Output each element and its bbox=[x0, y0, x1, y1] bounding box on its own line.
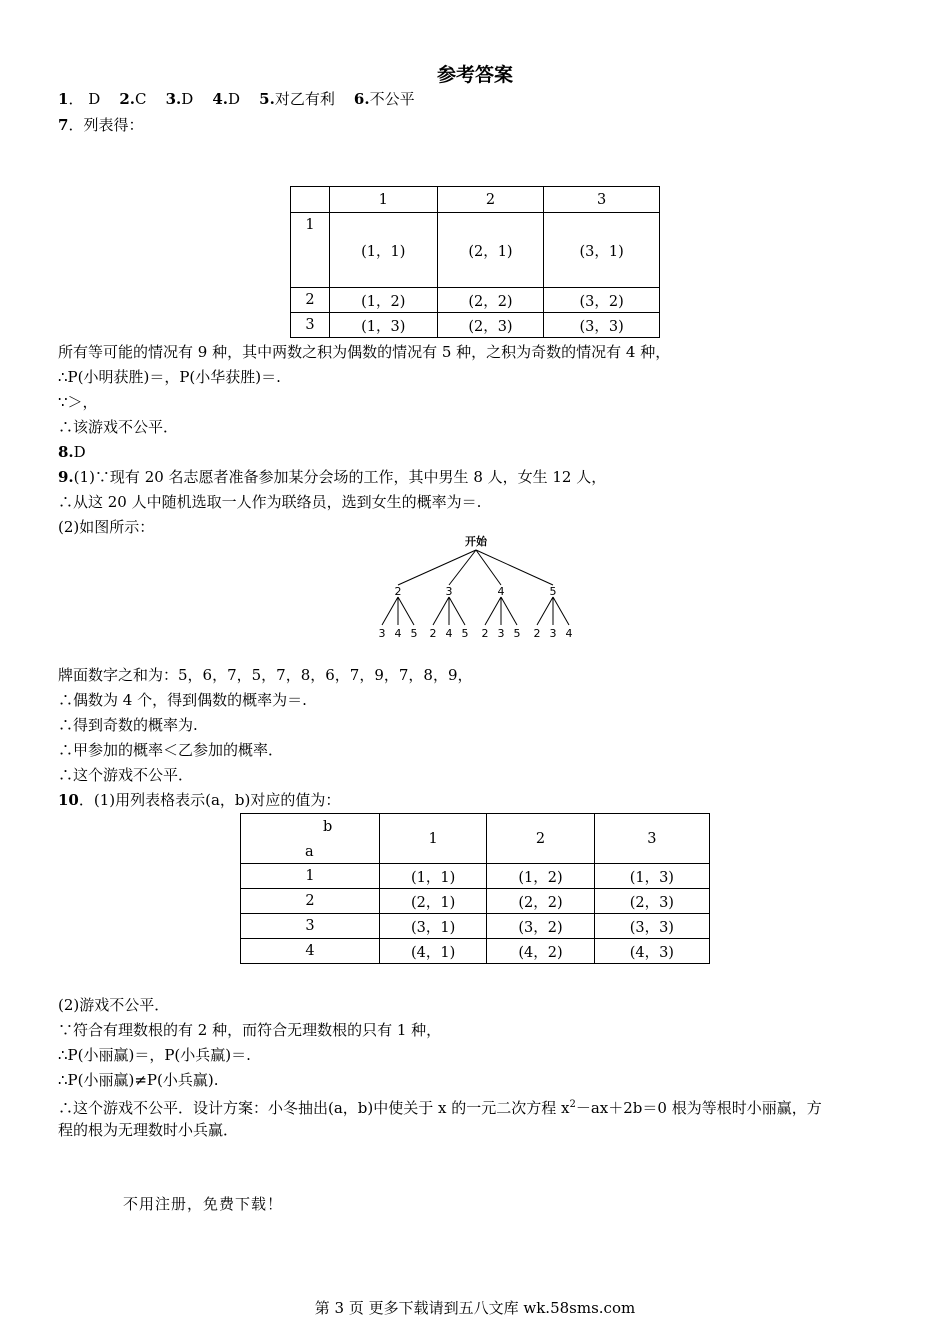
question-number: 7 bbox=[58, 116, 69, 134]
q10-text-part: －ax＋2b＝0 根为等根时小丽赢，方 bbox=[575, 1099, 822, 1117]
table-cell: (3，3) bbox=[594, 914, 709, 939]
table-cell: (1，2) bbox=[487, 864, 594, 889]
table-row-header: 3 bbox=[241, 914, 380, 939]
table-cell: (2，1) bbox=[437, 213, 544, 288]
question-text: ．列表得： bbox=[68, 116, 144, 134]
table-cell: (3，1) bbox=[379, 914, 486, 939]
table-cell: (1，1) bbox=[379, 864, 486, 889]
tree-node-l2: 4 bbox=[445, 627, 453, 640]
q10-line: ∴P(小丽赢)＝，P(小兵赢)＝. bbox=[58, 1046, 251, 1064]
tree-node-l2: 5 bbox=[461, 627, 469, 640]
tree-node-l1: 5 bbox=[549, 585, 557, 598]
q9-line: ∴得到奇数的概率为. bbox=[58, 716, 198, 734]
table-header-cell: 1 bbox=[379, 814, 486, 864]
table-cell: (1，1) bbox=[329, 213, 437, 288]
answer-num: 3. bbox=[165, 90, 182, 108]
table-cell: (2，3) bbox=[437, 313, 544, 338]
tree-node-l2: 2 bbox=[429, 627, 437, 640]
tree-node-l1: 3 bbox=[445, 585, 453, 598]
answer-value: 不公平 bbox=[369, 90, 415, 108]
tree-node-l2: 4 bbox=[394, 627, 402, 640]
answer-value: D bbox=[88, 90, 101, 108]
q9-line: ∴从这 20 人中随机选取一人作为联络员，选到女生的概率为＝. bbox=[58, 493, 482, 511]
tree-node-l2: 4 bbox=[565, 627, 573, 640]
q9-line: ∴甲参加的概率＜乙参加的概率． bbox=[58, 741, 284, 759]
q9-line: ∴这个游戏不公平． bbox=[58, 766, 194, 784]
table-cell: (2，1) bbox=[379, 889, 486, 914]
table-row bbox=[241, 864, 710, 889]
table-cell: (1，2) bbox=[329, 288, 437, 313]
tree-diagram bbox=[360, 533, 590, 643]
table-cell: (4，3) bbox=[594, 939, 709, 964]
corner-label-a: a bbox=[305, 844, 314, 860]
tree-node-l2: 2 bbox=[481, 627, 489, 640]
table-header-cell: 2 bbox=[437, 187, 544, 213]
q10-line: (2)游戏不公平． bbox=[58, 996, 170, 1014]
tree-node-l2: 2 bbox=[533, 627, 541, 640]
corner-label-b: b bbox=[323, 819, 333, 835]
table-cell: (2，3) bbox=[594, 889, 709, 914]
q10-line: ∵符合有理数根的有 2 种，而符合无理数根的只有 1 种， bbox=[58, 1021, 442, 1039]
table-cell: (3，2) bbox=[544, 288, 660, 313]
table-row-header: 4 bbox=[241, 939, 380, 964]
q9-line: (2)如图所示： bbox=[58, 518, 155, 536]
table-row bbox=[241, 939, 710, 964]
q8-line bbox=[58, 442, 86, 462]
q10-text-part: ∴这个游戏不公平．设计方案：小冬抽出(a，b)中使关于 x 的一元二次方程 x bbox=[58, 1099, 570, 1117]
table-cell: (4，2) bbox=[487, 939, 594, 964]
download-note: 不用注册，免费下载！ bbox=[123, 1195, 284, 1213]
answer-num: 2. bbox=[119, 90, 136, 108]
page-footer: 第 3 页 更多下载请到五八文库 wk.58sms.com bbox=[314, 1299, 636, 1317]
q9-line: 牌面数字之和为：5，6，7，5，7，8，6，7，9，7，8，9， bbox=[58, 666, 473, 684]
answer-num: 5. bbox=[259, 90, 275, 108]
q7-line: ∵＞， bbox=[58, 393, 98, 411]
q10-line: 程的根为无理数时小兵赢． bbox=[58, 1121, 239, 1139]
tree-node-l1: 2 bbox=[394, 585, 402, 598]
table-header-cell: 1 bbox=[329, 187, 437, 213]
page-title: 参考答案 bbox=[436, 64, 513, 86]
table-corner-cell bbox=[241, 814, 380, 864]
table-cell: (1，3) bbox=[594, 864, 709, 889]
q9-line bbox=[58, 467, 606, 487]
question-text: ．(1)用列表格表示(a，b)对应的值为： bbox=[78, 791, 341, 809]
answer-num: 4. bbox=[212, 90, 229, 108]
tree-node-l2: 5 bbox=[513, 627, 521, 640]
answer-sep: ． bbox=[68, 90, 84, 108]
q10-line bbox=[58, 1095, 822, 1118]
q7-line: ∴P(小明获胜)＝，P(小华获胜)＝. bbox=[58, 368, 281, 386]
tree-root-label: 开始 bbox=[465, 535, 487, 548]
table-cell: (1，3) bbox=[329, 313, 437, 338]
q10-line bbox=[58, 790, 340, 810]
table-cell: (3，2) bbox=[487, 914, 594, 939]
table-row-header: 2 bbox=[241, 889, 380, 914]
question-number: 10 bbox=[58, 791, 79, 809]
answer-value: D bbox=[181, 90, 194, 108]
tree-edges bbox=[382, 550, 569, 625]
answer-value: D bbox=[73, 443, 86, 461]
answer-value: C bbox=[135, 90, 147, 108]
q10-line: ∴P(小丽赢)≠P(小兵赢). bbox=[58, 1071, 219, 1089]
table-cell: (4，1) bbox=[379, 939, 486, 964]
table-row-header: 2 bbox=[291, 288, 330, 313]
q7-table bbox=[290, 186, 660, 338]
table-header-cell: 2 bbox=[487, 814, 594, 864]
q7-heading bbox=[58, 115, 143, 135]
table-header-cell: 3 bbox=[544, 187, 660, 213]
tree-node-l2: 5 bbox=[410, 627, 418, 640]
table-row-header: 3 bbox=[291, 313, 330, 338]
table-cell: (2，2) bbox=[487, 889, 594, 914]
table-row-header: 1 bbox=[241, 864, 380, 889]
tree-node-l2: 3 bbox=[549, 627, 557, 640]
table-row bbox=[291, 288, 660, 313]
table-cell: (2，2) bbox=[437, 288, 544, 313]
answer-value: D bbox=[228, 90, 241, 108]
answer-num: 6. bbox=[353, 90, 370, 108]
question-text: (1)∵现有 20 名志愿者准备参加某分会场的工作，其中男生 8 人，女生 12 人， bbox=[73, 468, 607, 486]
tree-node-l2: 3 bbox=[378, 627, 386, 640]
q10-table bbox=[240, 813, 710, 964]
table-row-header: 1 bbox=[291, 213, 330, 288]
table-header-cell: 3 bbox=[594, 814, 709, 864]
answer-value: 对乙有利 bbox=[274, 90, 335, 108]
answers-line-1-6 bbox=[58, 89, 415, 109]
tree-node-l2: 3 bbox=[497, 627, 505, 640]
table-row bbox=[241, 914, 710, 939]
answer-num: 1 bbox=[58, 90, 69, 108]
question-number: 9. bbox=[58, 468, 74, 486]
table-cell bbox=[291, 187, 330, 213]
question-number: 8. bbox=[58, 443, 74, 461]
superscript: 2 bbox=[569, 1099, 576, 1110]
table-row bbox=[291, 313, 660, 338]
table-cell: (3，1) bbox=[544, 213, 660, 288]
table-row bbox=[291, 213, 660, 288]
q9-line: ∴偶数为 4 个，得到偶数的概率为＝. bbox=[58, 691, 307, 709]
q7-line: ∴该游戏不公平． bbox=[58, 418, 179, 436]
q7-line: 所有等可能的情况有 9 种，其中两数之积为偶数的情况有 5 种，之积为奇数的情况有 4 种， bbox=[58, 343, 671, 361]
tree-node-l1: 4 bbox=[497, 585, 505, 598]
table-cell: (3，3) bbox=[544, 313, 660, 338]
table-row bbox=[241, 889, 710, 914]
